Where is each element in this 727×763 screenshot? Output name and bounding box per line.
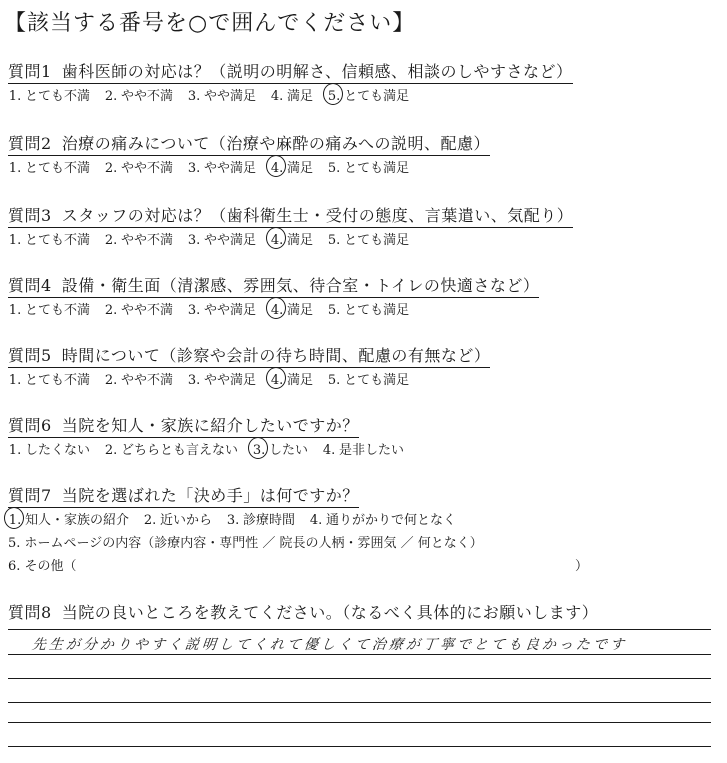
question-label: 質問5: [8, 346, 52, 365]
option-number: 5.: [327, 161, 341, 176]
question-8-title: [8, 603, 598, 624]
option-label: やや満足: [204, 233, 257, 248]
question-label: 質問4: [8, 276, 52, 295]
option-label: したい: [269, 443, 309, 458]
option-5[interactable]: [327, 231, 409, 250]
question-1-options: [8, 87, 573, 106]
option-3[interactable]: [187, 159, 256, 178]
question-7-option-6[interactable]: [8, 557, 588, 576]
question-text: 設備・衛生面（清潔感、雰囲気、待合室・トイレの快適さなど）: [61, 276, 540, 295]
option-number: 3.: [187, 161, 201, 176]
option-3[interactable]: [187, 87, 256, 106]
option-number: 5.: [327, 233, 341, 248]
option-label: 満足: [287, 303, 314, 318]
question-6-options: [8, 441, 418, 460]
option-label: 満足: [287, 233, 314, 248]
question-1: [8, 62, 573, 106]
option-number: 3.: [187, 233, 201, 248]
option-1[interactable]: [8, 371, 90, 390]
option-number: 1.: [8, 303, 22, 318]
question-3: [8, 206, 573, 250]
option-2[interactable]: [104, 159, 173, 178]
question-2: [8, 134, 490, 178]
question-4-title: [8, 276, 539, 298]
option-5[interactable]: [327, 159, 409, 178]
option-number: 3.: [226, 513, 240, 528]
question-label: 質問6: [8, 416, 52, 435]
option-label: どちらとも言えない: [121, 443, 239, 458]
option-4[interactable]: [270, 159, 313, 178]
option-3[interactable]: [252, 441, 308, 460]
option-number: 3.: [187, 373, 201, 388]
option-label: 是非したい: [339, 443, 405, 458]
option-number: 4.: [309, 513, 323, 528]
option-label: とても不満: [25, 161, 91, 176]
option-number: 1.: [8, 233, 22, 248]
answer-line: [8, 654, 711, 655]
option-label: とても満足: [344, 89, 410, 104]
question-label: 質問3: [8, 206, 52, 225]
option-number: 3.: [187, 303, 201, 318]
option-label: やや不満: [121, 233, 174, 248]
option-label: 満足: [287, 373, 314, 388]
option-number: 4.: [270, 303, 284, 318]
question-1-title: [8, 62, 573, 84]
option-number: 2.: [104, 443, 118, 458]
option-label: とても満足: [344, 303, 410, 318]
option-number: 2.: [143, 513, 157, 528]
option-1[interactable]: [8, 511, 129, 530]
option-4[interactable]: [270, 301, 313, 320]
option-label: やや不満: [121, 161, 174, 176]
option-number: 2.: [104, 161, 118, 176]
option-label: とても不満: [25, 303, 91, 318]
answer-line: [8, 746, 711, 747]
question-text: 当院を選ばれた「決め手」は何ですか？: [61, 486, 359, 505]
option-label: 通りがかりで何となく: [326, 513, 457, 528]
answer-line: [8, 678, 711, 679]
question-7: [8, 486, 588, 576]
question-3-title: [8, 206, 573, 228]
option-label: とても満足: [344, 233, 410, 248]
option-4[interactable]: [309, 511, 456, 530]
question-label: 質問8: [8, 603, 52, 622]
option-number: 5.: [327, 89, 341, 104]
option-label: やや満足: [204, 303, 257, 318]
question-text: 治療の痛みについて（治療や麻酔の痛みへの説明、配慮）: [61, 134, 491, 153]
option-number: 2.: [104, 89, 118, 104]
option-3[interactable]: [187, 371, 256, 390]
option-label: とても満足: [344, 161, 410, 176]
question-3-options: [8, 231, 573, 250]
question-8: [8, 603, 598, 624]
option-label: やや不満: [121, 89, 174, 104]
question-6: [8, 416, 418, 460]
question-label: 質問2: [8, 134, 52, 153]
option-label: とても不満: [25, 89, 91, 104]
option-number: 1.: [8, 443, 22, 458]
question-6-title: [8, 416, 359, 438]
option-number: 1.: [8, 89, 22, 104]
option-number: 4.: [270, 233, 284, 248]
answer-line: [8, 702, 711, 703]
question-text: スタッフの対応は？（歯科衛生士・受付の態度、言葉遣い、気配り）: [61, 206, 574, 225]
option-number: 4.: [322, 443, 336, 458]
question-2-title: [8, 134, 490, 156]
option-number: 1.: [8, 161, 22, 176]
option-number: 1.: [8, 513, 22, 528]
option-number: 3.: [252, 443, 266, 458]
option-label: とても不満: [25, 233, 91, 248]
option-4[interactable]: [270, 371, 313, 390]
option-label: やや満足: [204, 89, 257, 104]
question-text: 歯科医師の対応は？（説明の明解さ、信頼感、相談のしやすさなど）: [61, 62, 573, 81]
option-2[interactable]: [104, 231, 173, 250]
option-label: 診療時間: [243, 513, 296, 528]
page-title: 【該当する番号を○で囲んでください】: [4, 11, 416, 36]
option-3[interactable]: [187, 231, 256, 250]
option-label: 知人・家族の紹介: [25, 513, 130, 528]
option-number: 4.: [270, 89, 284, 104]
option-2[interactable]: [104, 371, 173, 390]
option-number: 5.: [327, 373, 341, 388]
question-7-options: [8, 511, 588, 530]
question-7-title: [8, 486, 359, 508]
option-3[interactable]: [226, 511, 295, 530]
option-number: 5.: [327, 303, 341, 318]
option-number: 4.: [270, 373, 284, 388]
option-label: やや満足: [204, 373, 257, 388]
option-number: 2.: [104, 233, 118, 248]
answer-line: [8, 722, 711, 723]
question-5-options: [8, 371, 490, 390]
option-number: 3.: [187, 89, 201, 104]
option-label: とても満足: [344, 373, 410, 388]
question-label: 質問7: [8, 486, 52, 505]
option-2[interactable]: [143, 511, 212, 530]
option-label: 満足: [287, 89, 314, 104]
option-1[interactable]: [8, 159, 90, 178]
option-2[interactable]: [104, 87, 173, 106]
option-number: 4.: [270, 161, 284, 176]
option-1[interactable]: [8, 87, 90, 106]
option-5[interactable]: [327, 371, 409, 390]
option-5[interactable]: [327, 87, 409, 106]
option-1[interactable]: [8, 231, 90, 250]
option-number: 2.: [104, 373, 118, 388]
handwritten-answer[interactable]: 先生が分かりやすく説明してくれて優しくて治療が丁寧でとても良かったです: [31, 637, 628, 653]
question-text: 当院を知人・家族に紹介したいですか？: [61, 416, 359, 435]
question-text: 当院の良いところを教えてください。（なるべく具体的にお願いします）: [61, 603, 599, 622]
question-7-option-5[interactable]: 5. ホームページの内容（診療内容・専門性 ／ 院長の人柄・雰囲気 ／ 何となく）: [8, 536, 483, 551]
option-label: とても不満: [25, 373, 91, 388]
question-4: [8, 276, 539, 320]
option-4[interactable]: [270, 231, 313, 250]
option-label: したくない: [25, 443, 91, 458]
question-text: 時間について（診察や会計の待ち時間、配慮の有無など）: [61, 346, 491, 365]
option-label: 近いから: [160, 513, 213, 528]
option-4[interactable]: [270, 87, 313, 106]
option-label: やや不満: [121, 373, 174, 388]
option-6-close: ）: [574, 559, 588, 574]
option-number: 2.: [104, 303, 118, 318]
option-1[interactable]: [8, 441, 90, 460]
option-5[interactable]: [327, 301, 409, 320]
option-1[interactable]: [8, 301, 90, 320]
option-4[interactable]: [322, 441, 404, 460]
option-label: やや不満: [121, 303, 174, 318]
question-5: [8, 346, 490, 390]
option-label: 満足: [287, 161, 314, 176]
option-number: 1.: [8, 373, 22, 388]
question-5-title: [8, 346, 490, 368]
option-label: やや満足: [204, 161, 257, 176]
option-2[interactable]: [104, 301, 173, 320]
answer-line: [8, 629, 711, 630]
option-3[interactable]: [187, 301, 256, 320]
question-label: 質問1: [8, 62, 52, 81]
option-2[interactable]: [104, 441, 238, 460]
question-2-options: [8, 159, 490, 178]
option-6-label: 6. その他（: [8, 559, 77, 574]
question-4-options: [8, 301, 539, 320]
